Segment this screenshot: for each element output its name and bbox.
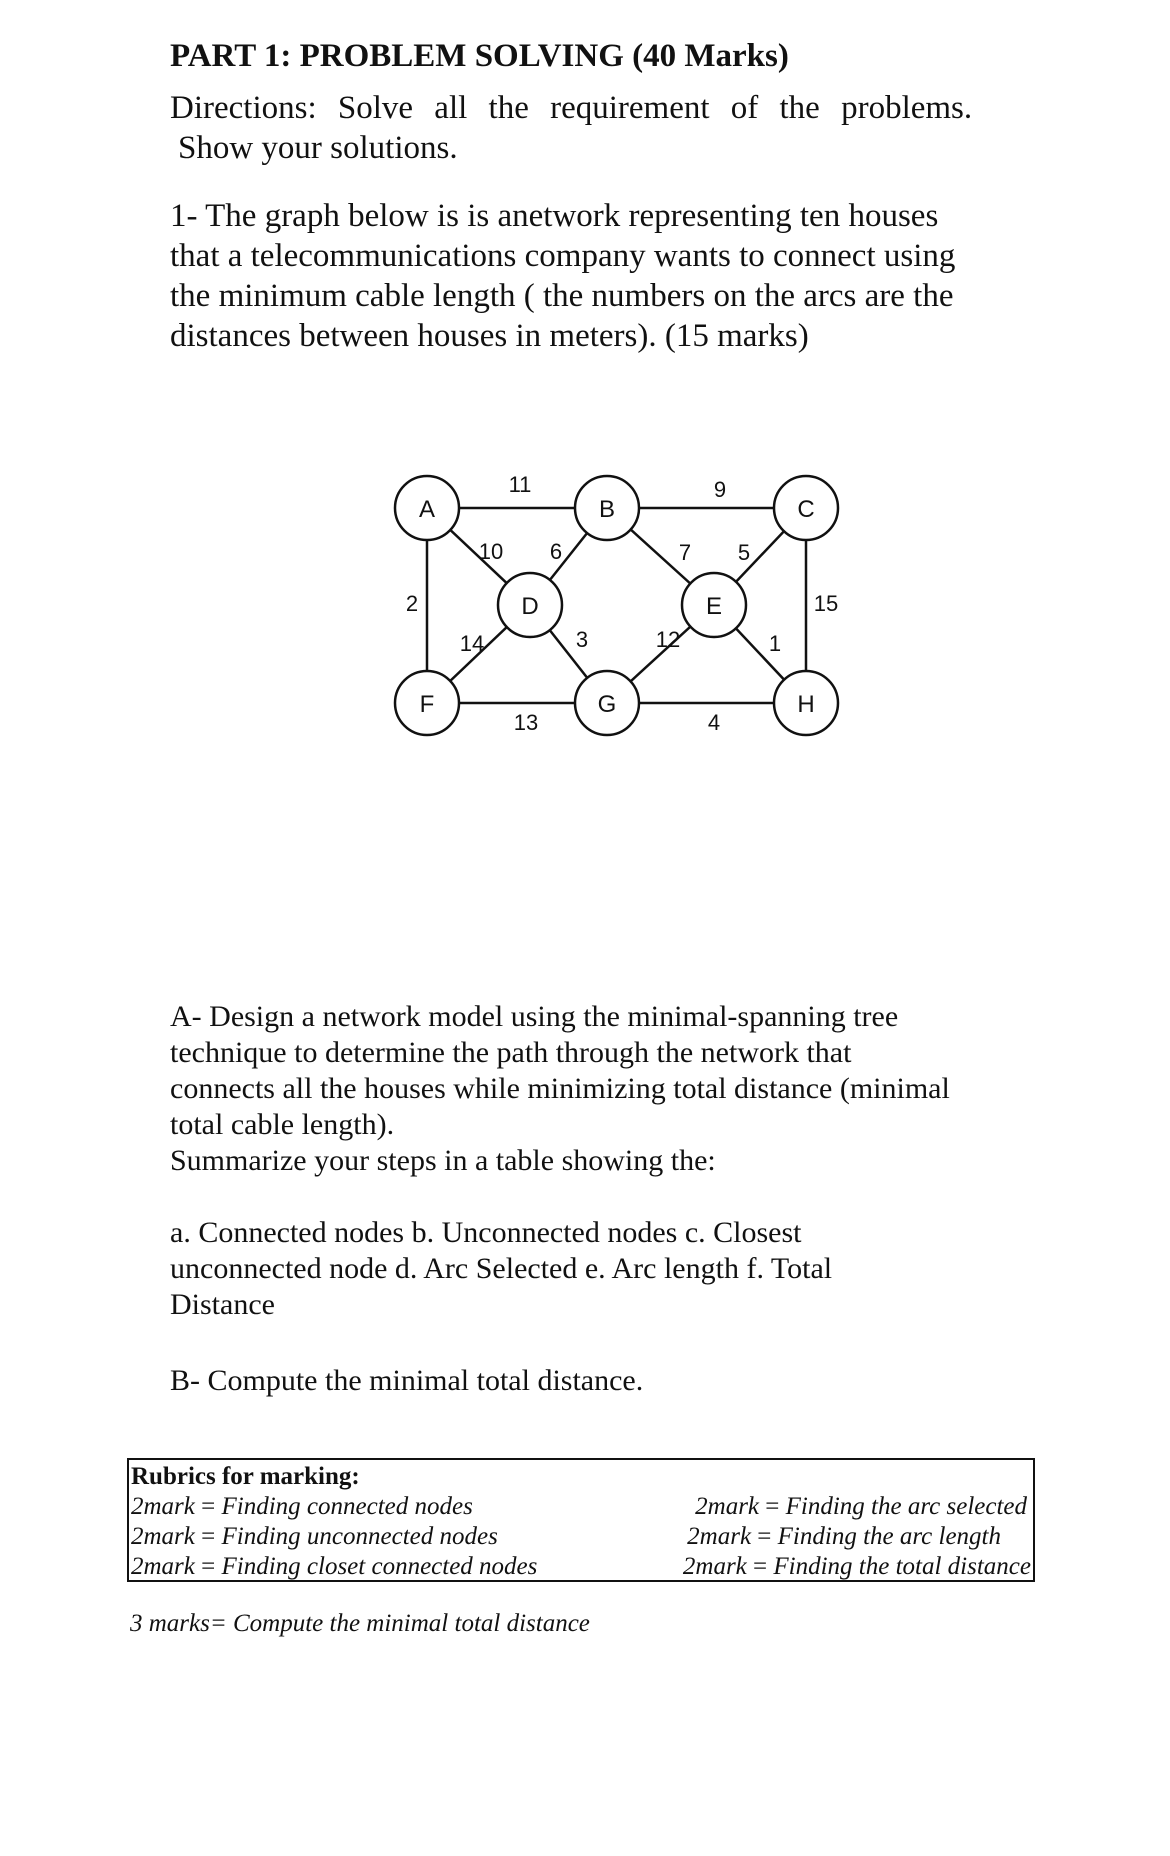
rubric-right-1: 2mark = Finding the arc selected xyxy=(695,1493,1027,1520)
node-label-B: B xyxy=(598,496,616,523)
footer-note: 3 marks= Compute the minimal total distance xyxy=(130,1610,590,1637)
weight-G-H: 4 xyxy=(707,710,721,735)
node-label-G: G xyxy=(597,691,617,718)
node-label-C: C xyxy=(797,496,815,523)
rubric-right-2: 2mark = Finding the arc length xyxy=(687,1523,1001,1550)
part-a-line-4: total cable length). xyxy=(170,1108,395,1141)
node-label-H: H xyxy=(797,691,815,718)
problem-line-1: 1- The graph below is is anetwork representing ten houses xyxy=(170,198,939,234)
network-graph xyxy=(360,448,880,748)
node-label-E: E xyxy=(705,593,723,620)
part-a-line-2: technique to determine the path through the network that xyxy=(170,1036,852,1069)
page-heading: PART 1: PROBLEM SOLVING (40 Marks) xyxy=(170,38,789,74)
node-label-A: A xyxy=(418,496,436,523)
weight-E-G: 12 xyxy=(655,627,681,652)
part-a-line-3: connects all the houses while minimizing total distance (minimal xyxy=(170,1072,950,1105)
weight-D-G: 3 xyxy=(575,627,589,652)
weight-A-B: 11 xyxy=(508,472,532,497)
rubric-left-3: 2mark = Finding closet connected nodes xyxy=(131,1553,538,1580)
weight-B-E: 7 xyxy=(678,540,692,565)
part-b-text: B- Compute the minimal total distance. xyxy=(170,1364,644,1397)
weight-D-F: 14 xyxy=(459,631,485,656)
weight-C-H: 15 xyxy=(813,591,839,616)
weight-B-D: 6 xyxy=(549,539,563,564)
rubric-title: Rubrics for marking: xyxy=(131,1463,360,1490)
weight-A-D: 10 xyxy=(478,539,504,564)
rubric-left-1: 2mark = Finding connected nodes xyxy=(131,1493,473,1520)
rubric-box xyxy=(127,1458,1035,1582)
weight-C-E: 5 xyxy=(737,540,751,565)
part-a-line-5: Summarize your steps in a table showing the: xyxy=(170,1144,716,1177)
part-a-line-1: A- Design a network model using the minimal-spanning tree xyxy=(170,1000,899,1033)
summary-line-2: unconnected node d. Arc Selected e. Arc length f. Total xyxy=(170,1252,833,1285)
weight-E-H: 1 xyxy=(768,631,782,656)
directions-line-1: Directions: Solve all the requirement of the problems. xyxy=(170,90,973,126)
weight-A-F: 2 xyxy=(405,591,419,616)
rubric-right-3: 2mark = Finding the total distance xyxy=(682,1553,1031,1580)
node-label-F: F xyxy=(419,691,435,718)
rubric-left-2: 2mark = Finding unconnected nodes xyxy=(131,1523,498,1550)
problem-line-3: the minimum cable length ( the numbers on the arcs are the xyxy=(170,278,954,314)
problem-line-4: distances between houses in meters). (15 marks) xyxy=(170,318,809,354)
directions-line-2: Show your solutions. xyxy=(178,130,458,166)
weight-F-G: 13 xyxy=(513,710,539,735)
summary-line-3: Distance xyxy=(170,1288,275,1321)
summary-line-1: a. Connected nodes b. Unconnected nodes c. Closest xyxy=(170,1216,802,1249)
node-label-D: D xyxy=(521,593,539,620)
weight-B-C: 9 xyxy=(713,477,727,502)
problem-line-2: that a telecommunications company wants to connect using xyxy=(170,238,956,274)
